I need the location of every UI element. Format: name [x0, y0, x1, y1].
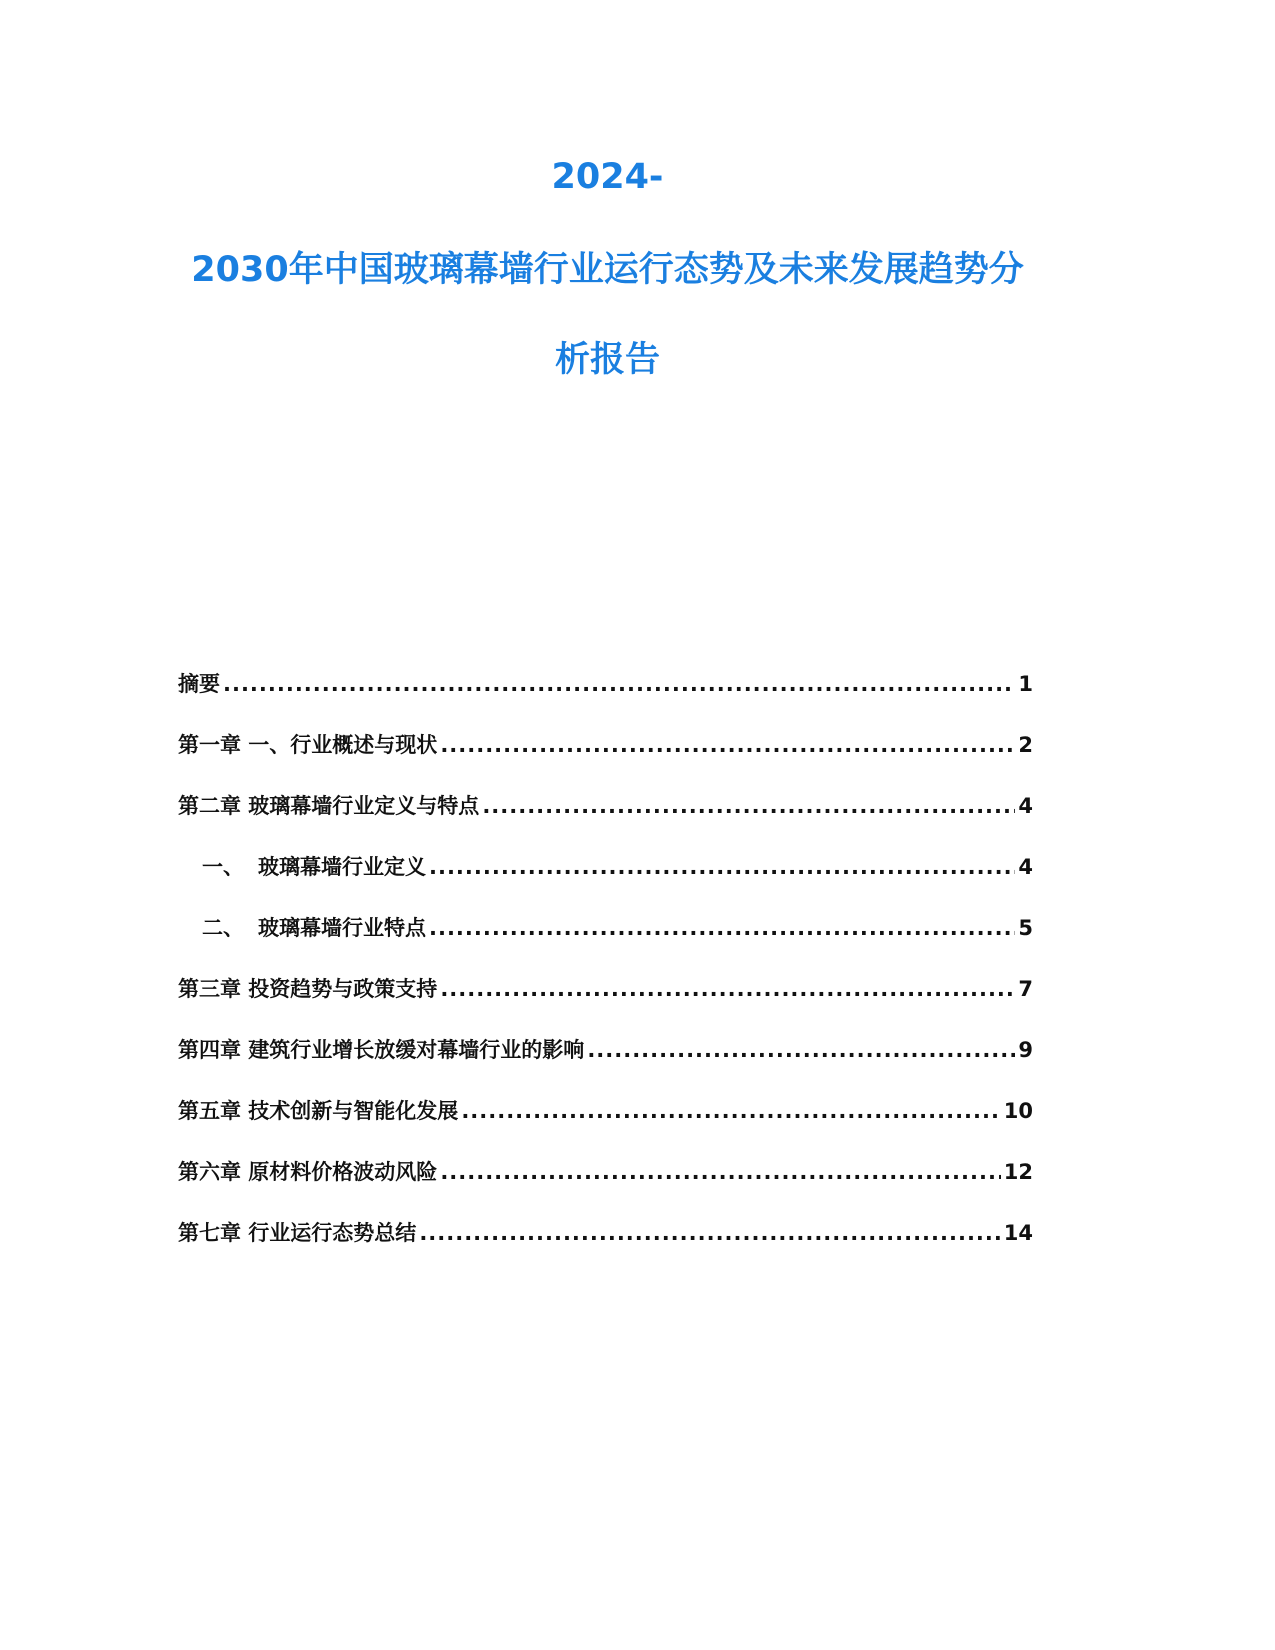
- toc-label: 第二章 玻璃幕墙行业定义与特点: [178, 794, 480, 818]
- toc-entry[interactable]: [178, 729, 1033, 790]
- dot-leader: [440, 733, 1015, 757]
- toc-page-number: 4: [1018, 794, 1033, 818]
- dot-leader: [461, 1099, 1000, 1123]
- toc-page-number: 12: [1003, 1160, 1033, 1184]
- dot-leader: [419, 1221, 1000, 1245]
- toc-subentry[interactable]: [178, 912, 1033, 973]
- toc-page-number: 14: [1003, 1221, 1033, 1245]
- toc-subentry[interactable]: [178, 851, 1033, 912]
- toc-label: 第三章 投资趋势与政策支持: [178, 977, 438, 1001]
- toc-entry[interactable]: [178, 790, 1033, 851]
- toc-page-number: 10: [1003, 1099, 1033, 1123]
- toc-entry[interactable]: [178, 668, 1033, 729]
- document-title-line-3: 析报告: [554, 340, 660, 380]
- document-title-line-1: 2024-: [551, 157, 664, 197]
- toc-label: 第一章 一、行业概述与现状: [178, 733, 438, 757]
- toc-page-number: 1: [1018, 672, 1033, 696]
- document-title-line-2: 2030年中国玻璃幕墙行业运行态势及未来发展趋势分: [191, 250, 1024, 290]
- toc-label: 玻璃幕墙行业定义: [258, 855, 426, 879]
- toc-label: 玻璃幕墙行业特点: [258, 916, 426, 940]
- toc-label: 第七章 行业运行态势总结: [178, 1221, 417, 1245]
- toc-page-number: 5: [1018, 916, 1033, 940]
- toc-label: 第六章 原材料价格波动风险: [178, 1160, 438, 1184]
- toc-entry[interactable]: [178, 1156, 1033, 1217]
- dot-leader: [587, 1038, 1015, 1062]
- table-of-contents: [178, 668, 1033, 1278]
- toc-entry[interactable]: [178, 1217, 1033, 1278]
- toc-entry[interactable]: [178, 973, 1033, 1034]
- toc-page-number: 9: [1018, 1038, 1033, 1062]
- toc-label: 摘要: [178, 672, 220, 696]
- toc-label: 第四章 建筑行业增长放缓对幕墙行业的影响: [178, 1038, 585, 1062]
- toc-subentry-number: 二、: [202, 916, 244, 940]
- toc-subentry-number: 一、: [202, 855, 244, 879]
- dot-leader: [429, 916, 1015, 940]
- dot-leader: [429, 855, 1015, 879]
- toc-entry[interactable]: [178, 1095, 1033, 1156]
- toc-page-number: 7: [1018, 977, 1033, 1001]
- dot-leader: [440, 977, 1015, 1001]
- toc-label: 第五章 技术创新与智能化发展: [178, 1099, 459, 1123]
- dot-leader: [482, 794, 1015, 818]
- dot-leader: [223, 672, 1015, 696]
- dot-leader: [440, 1160, 1000, 1184]
- toc-page-number: 2: [1018, 733, 1033, 757]
- toc-entry[interactable]: [178, 1034, 1033, 1095]
- toc-page-number: 4: [1018, 855, 1033, 879]
